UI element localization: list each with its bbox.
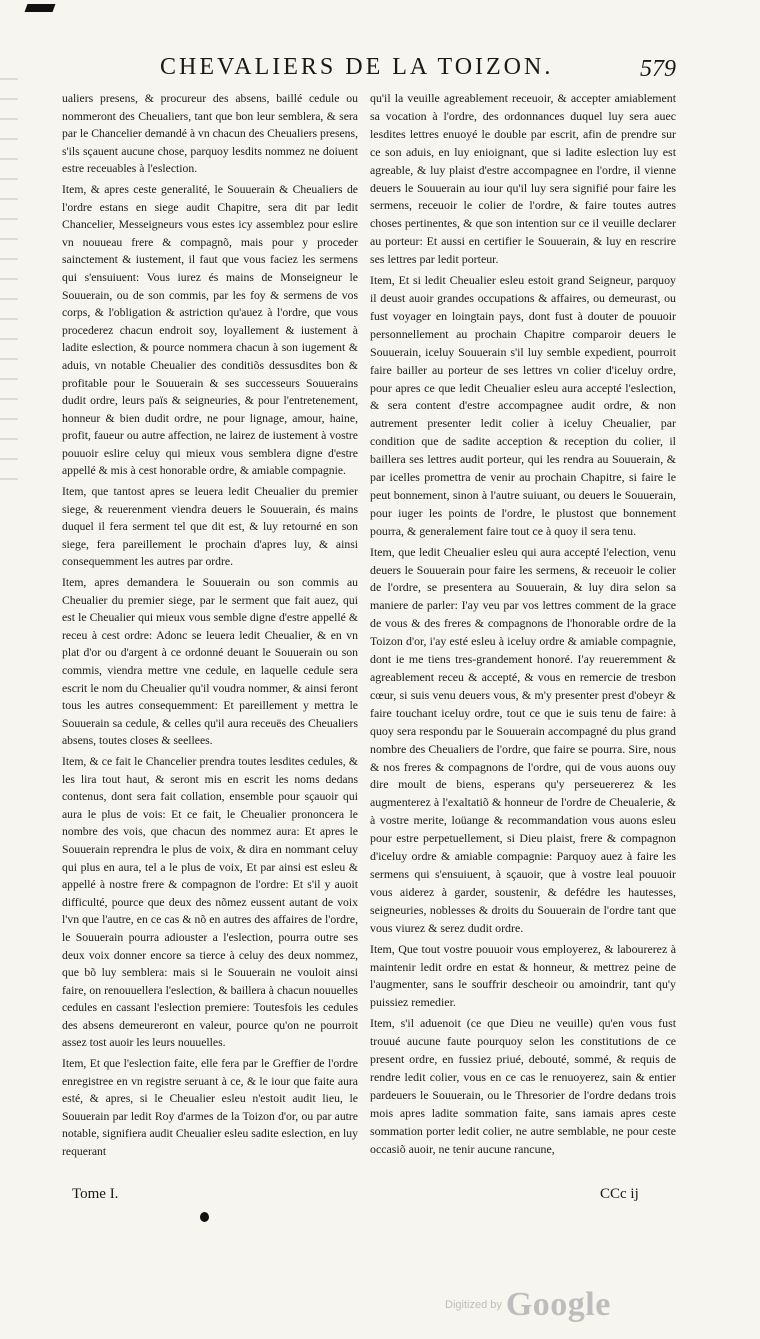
page-number: 579 (640, 56, 676, 82)
ink-dot (200, 1212, 209, 1222)
digitized-watermark (445, 1286, 611, 1324)
signature-mark: CCc ij (600, 1186, 639, 1202)
paragraph: ualiers presens, & procureur des absens, baillé cedule ou nommeront des Cheualiers, tant que bon leur semblera, & sera par le Chancelier demandé à vn chacun des Cheualiers presens, s'ils sçauent aucune chose, parquoy lesdits nommez ne doiuent estre receuables à l'eslection. (62, 92, 358, 176)
paragraph: Item, que tantost apres se leuera ledit Cheualier du premier siege, & reuerenment viendra deuers le Souuerain, és mains duquel il fera serment tel que dit est, & luy retourné en son siege, fera pareillement le prochain d'apres luy, & ainsi consequemment les autres par ordre. (62, 485, 358, 569)
right-text-column (370, 90, 676, 1161)
paragraph: Item, s'il aduenoit (ce que Dieu ne veuille) qu'en vous fust trouué aucune faute pourquoy selon les constitutions de ce present ordre, en fussiez priué, debouté, sommé, & requis de rendre ledit colier, vous en ce cas le renuoyerez, sain & entier pardeuers le Souuerain, ou le Thresorier de l'ordre dedans trois mois apres ladite sommation faite, sans iamais apres ceste sommation porter ledit colier, ne autre semblable, ne pour ceste occasiõ auoir, ne tenir aucune rancune, (370, 1016, 676, 1156)
paragraph: qu'il la veuille agreablement receuoir, & accepter amiablement sa vocation à l'ordre, des ordonnances duquel luy sera auec lesdites lettres enuoyé le double par escrit, afin de prendre sur ce son aduis, en luy enioignant, que si ladite eslection luy est agreable, & luy plaist d'estre accompagnee en l'ordre, il vienne deuers le Souuerain au iour qu'il luy sera signifié pour faire les sermens, receuoir le colier de l'ordre, & faire toutes autres choses pertinentes, & que son intention sur ce il veuille declarer au porteur: Et aussi en certifier le Souuerain, & luy en rescrire ses lettres par ledit porteur. (370, 91, 676, 267)
paragraph: Item, apres demandera le Souuerain ou son commis au Cheualier du premier siege, par le serment que fait auez, qui est le Cheualier qui mieux vous semble digne d'estre appellé & receu à cest ordre: Adonc se leuera ledit Cheualier, & en vn plat d'or ou d'argent à ce ordonné deuant le Souuerain ou son commis, viendra mettre vne cedule, en laquelle cedule sera escrit le nom du Cheualier qu'il voudra nommer, & ainsi feront tous les autres consequemment: Et pareillement y mettra le Souuerain sa cedule, & celles qu'il aura receuës des Cheualiers absens, toutes closes & seellees. (62, 576, 358, 748)
volume-label: Tome I. (72, 1186, 119, 1202)
watermark-prefix: Digitized by (445, 1299, 502, 1311)
running-title: CHEVALIERS DE LA TOIZON. (160, 54, 554, 80)
paragraph: Item, Et que l'eslection faite, elle fera par le Greffier de l'ordre enregistree en vn registre seruant à ce, & le iour que faite aura esté, & apres, si le Cheualier esleu n'estoit audit lieu, le Souuerain par ledit Roy d'armes de la Toizon d'or, ou par autre notable, signifiera audit Cheualier esleu sadite eslection, en luy requerant (62, 1057, 358, 1159)
watermark-brand: Google (505, 1286, 611, 1323)
paragraph: Item, Et si ledit Cheualier esleu estoit grand Seigneur, parquoy il deust auoir grandes occupations & affaires, ou demeurast, ou fust voyager en loingtain pays, dont fust à douter de pouuoir personnellement au prochain Chapitre comparoir deuers le Souuerain, iceluy Souuerain s'il luy semble expedient, pourroit faire bailler au porteur de ses lettres vn colier d'iceluy ordre, pour apres ce que ledit Cheualier esleu aura accepté l'eslection, & sera content d'estre accompagnee audit ordre, & non autrement presenter ledit colier à iceluy Cheualier, par condition que de sadite acception & reception du colier, il baillera ses lettres audit porteur, qui les rendra au Souuerain, & par icelles promettra de venir au prochain Chapitre, si faire le peut bonnement, sinon à l'autre suiuant, ou deuers le Souuerain, pour iuger les points de l'ordre, le plustost que bonnement pourra, & generalement faire tout ce à quoy il sera tenu. (370, 273, 676, 538)
paragraph: Item, & ce fait le Chancelier prendra toutes lesdites cedules, & les lira tout haut, & seront mis en escrit les noms dedans contenus, dont sera fait collation, ensemble pour sçauoir qui aura le plus de vois: Et ce fait, le Cheualier prononcera le nombre des vois, que chacun des nommez aura: Et apres le Souuerain reprendra le plus de voix, & dira en nommant celuy qui plus en aura, tel a le plus de voix, Et par ainsi est esleu & appellé à nostre frere & compagnon de l'ordre: Et s'il y auoit difficulté, pource que deux des nõmez eussent autant de voix l'vn que l'autre, en ce cas & nõ en autres des affaires de l'ordre, le Souuerain pourra adiouster a l'eslection, pourra outre ses deux voix donner encore sa tierce à celuy des deux nommez, que bõ luy semblera: mais si le Souuerain ne vouloit ainsi faire, on renouuellera l'eslection, & baillera à chacun nouuelles cedules en cassant l'eslection premiere: Toutesfois les cedules des absens demeureront en valeur, pource qu'on ne pourroit assez tost auoir les leurs nouuelles. (62, 754, 358, 1050)
page-gutter-shadow (0, 60, 18, 480)
paragraph: Item, Que tout vostre pouuoir vous employerez, & labourerez à maintenir ledit ordre en estat & honneur, & mettrez peine de l'augmenter, sans le souffrir descheoir ou amoindrir, tant qu'y puissiez remedier. (370, 941, 676, 1010)
paragraph: Item, que ledit Cheualier esleu qui aura accepté l'election, venu deuers le Souuerain pour faire les sermens, & receuoir le colier de l'ordre, se presentera au Souuerain, & luy dira selon sa maniere de parler: I'ay veu par vos lettres comment de la grace de vous & des freres & compagnons de l'honorable ordre de la Toizon d'or, i'ay esté esleu à iceluy ordre & amiable compagnie, dont ie me tiens tres-grandement honoré. I'ay reueremment & agreablement receu & accepté, & vous en remercie de tresbon cœur, si suis venu deuers vous, & m'y presenter prest d'obeyr & faire touchant iceluy ordre, tout ce que ie suis tenu de faire: à quoy sera respondu par le Souuerain accompagné du plus grand nombre des Cheualiers de l'ordre, que faire se pourra. Sire, nous & nos freres & compagnons de l'ordre, qui de vous auons ouy dire moult de biens, esperans qu'y perseuererez & les augmenterez à l'exaltatiõ & honneur de l'ordre de Cheualerie, & à vostre merite, loüange & recommandation vous auons esleu pour estre perpetuellement, si Dieu plaist, frere & compagnon d'iceluy ordre & amiable compagnie: Parquoy auez à faire les sermens qui s'ensuiuent, à sçauoir, que à vostre leal pouuoir vous aiderez à garder, soustenir, & defédre les hautesses, seigneuries, noblesses & droits du Souuerain de l'ordre tant que vous viurez & serez dudit ordre. (370, 544, 676, 935)
left-text-column (62, 90, 358, 1164)
ink-mark (25, 4, 56, 12)
paragraph: Item, & apres ceste generalité, le Souuerain & Cheualiers de l'ordre estans en siege audit Chapitre, sera dit par ledit Chancelier, Messeigneurs vous estes icy assemblez pour eslire vn nouueau frere & compagnõ, mais pour y proceder sainctement & iustement, il faut que vous faciez les sermens qui s'ensuiuent: Vous iurez és mains de Monseigneur le Souuerain, ou de son commis, par les foy & sermens de vos corps, & l'obligation & astriction qu'auez à l'ordre, que vous procederez chacun endroit soy, loyallement & iustement à ladite eslection, & pource nommera chacun à son iugement & aduis, vn notable Cheualier des conditiõs dessusdites bon & profitable pour le Souuerain & ses successeurs Souuerains dudit ordre, leurs païs & seigneuries, & pour l'entretenement, honneur & bien dudit ordre, ne pour lignage, amour, haine, profit, faueur ou autre affection, ne lairez de iustement à vostre pouuoir eslire celuy qui mieux vous semblera digne d'estre appellé & mis à cest honorable ordre, & amiable compagnie. (62, 182, 358, 478)
